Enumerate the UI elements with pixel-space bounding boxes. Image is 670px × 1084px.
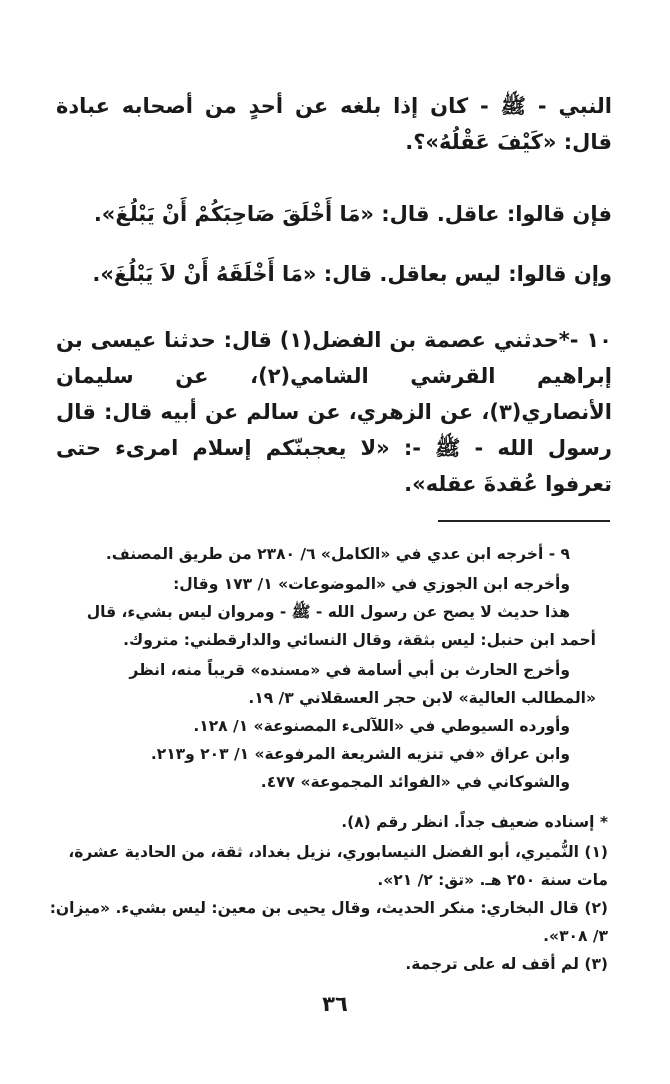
footnote-9-ibn-jawzi: وأخرجه ابن الجوزي في «الموضوعات» ١/ ١٧٣ وقال: — [173, 575, 570, 593]
footnote-isnad: * إسناده ضعيف جداً. انظر رقم (٨). — [341, 813, 608, 831]
main-paragraph-1: النبي - ﷺ - كان إذا بلغه عن أحدٍ من أصحابه عبادة قال: «كَيْفَ عَقْلُهُ»؟. — [56, 94, 612, 154]
footnote-9-harith: وأخرج الحارث بن أبي أسامة في «مسنده» قريباً منه، انظر «المطالب العالية» لابن حجر العسقلاني ٣/ ١٩. — [129, 661, 596, 707]
footnote-9-quote: هذا حديث لا يصح عن رسول الله - ﷺ - ومروان ليس بشيء، قال أحمد ابن حنبل: ليس بثقة، وقال النسائي والدارقطني: متروك. — [86, 603, 596, 649]
main-paragraph-3: وإن قالوا: ليس بعاقل. قال: «مَا أَخْلَقَهُ أَنْ لاَ يَبْلُغَ». — [92, 262, 612, 286]
footnote-9-source: ٩ - أخرجه ابن عدي في «الكامل» ٦/ ٢٣٨٠ من طريق المصنف. — [105, 545, 570, 563]
footnote-2: (٢) قال البخاري: منكر الحديث، وقال يحيى بن معين: ليس بشيء. «ميزان: ٣/ ٣٠٨». — [49, 899, 608, 945]
page-number: ٣٦ — [322, 992, 348, 1016]
footnote-1: (١) النُّميري، أبو الفضل النيسابوري، نزيل بغداد، ثقة، من الحادية عشرة، مات سنة ٢٥٠ هـ. «تق: ٢/ ٢١». — [68, 843, 608, 889]
footnote-separator — [438, 520, 610, 522]
footnote-9-ibn-iraq: وابن عراق «في تنزيه الشريعة المرفوعة» ١/ ٢٠٣ و٢١٣. — [150, 745, 570, 763]
main-paragraph-2: فإن قالوا: عاقل. قال: «مَا أَخْلَقَ صَاحِبَكُمْ أَنْ يَبْلُغَ». — [93, 202, 612, 226]
hadith-10-paragraph: ١٠ -*حدثني عصمة بن الفضل(١) قال: حدثنا عيسى بن إبراهيم القرشي الشامي(٢)، عن سليمان الأنصاري(٣)، عن الزهري، عن سالم عن أبيه قال: قال رسول الله - ﷺ -: «لا يعجبنّكم إسلام امرىء حتى تعرفوا عُقدةَ عقله». — [56, 328, 612, 496]
footnote-9-shawkani: والشوكاني في «الفوائد المجموعة» ٤٧٧. — [260, 773, 570, 791]
footnote-3: (٣) لم أقف له على ترجمة. — [405, 955, 608, 973]
footnote-9-suyuti: وأورده السيوطي في «اللآلىء المصنوعة» ١/ ١٢٨. — [193, 717, 570, 735]
